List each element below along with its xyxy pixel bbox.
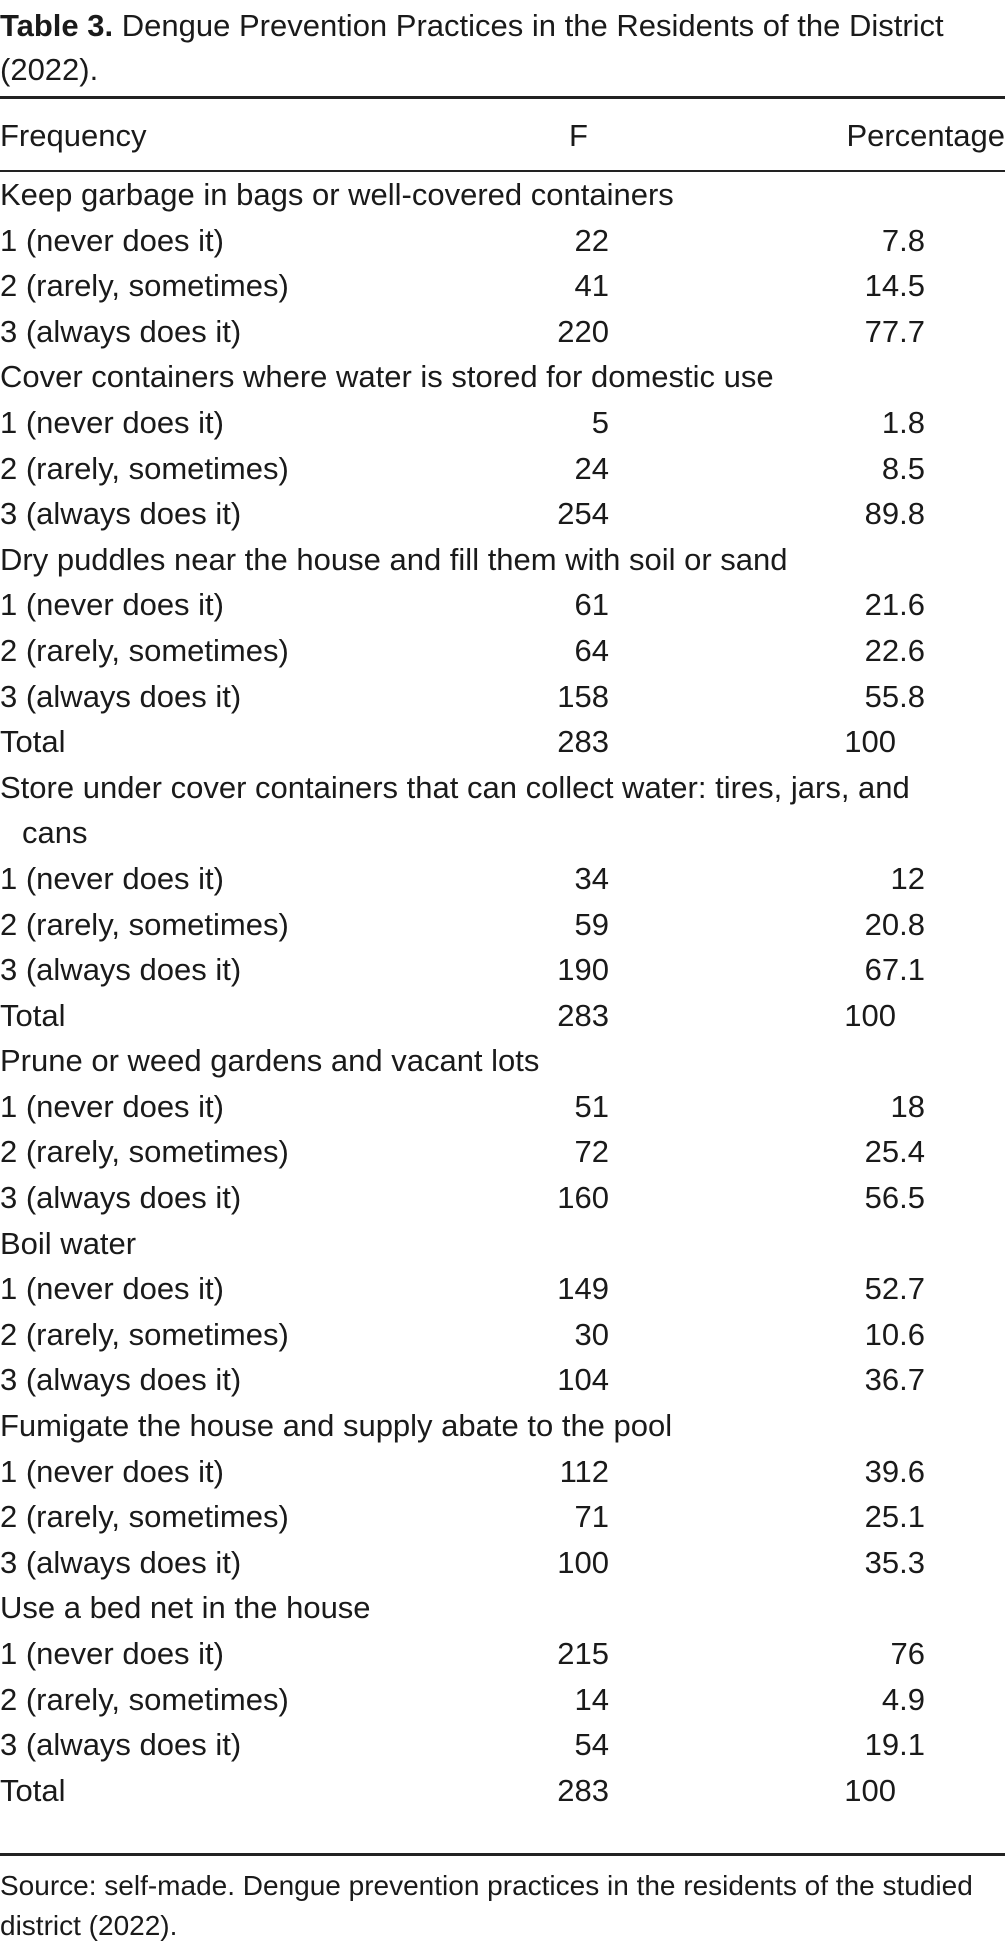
table-row (0, 263, 1005, 309)
frequency-value: 54 (574, 1727, 609, 1763)
category-label-text: Keep garbage in bags or well-covered containers (0, 177, 674, 212)
frequency-value: 51 (574, 1088, 609, 1124)
percentage-value: 76 (890, 1636, 925, 1671)
percentage-value: 20.8 (864, 906, 925, 942)
frequency-value: 22 (574, 222, 609, 258)
percentage-value: 22.6 (864, 632, 925, 668)
table-row (0, 1449, 1005, 1495)
category-label (0, 354, 1000, 400)
frequency-value: 34 (574, 860, 609, 896)
frequency-value: 71 (574, 1499, 609, 1535)
header-f: F (569, 118, 588, 153)
percentage-value: 18 (890, 1088, 925, 1124)
percentage-value: 100 (844, 1772, 896, 1808)
row-label: 3 (always does it) (0, 1544, 242, 1580)
percentage-value: 7.8 (881, 222, 925, 258)
frequency-value: 64 (574, 632, 609, 668)
table-row (0, 1494, 1005, 1540)
percentage-value: 8.5 (881, 450, 925, 486)
frequency-value: 24 (574, 450, 609, 486)
percentage-value: 1.8 (881, 404, 925, 440)
category-label (0, 1038, 1000, 1084)
frequency-value: 283 (557, 997, 609, 1033)
row-label: 1 (never does it) (0, 222, 224, 258)
category-label (0, 1221, 1000, 1267)
percentage-value: 12 (890, 860, 925, 896)
row-label: 2 (rarely, sometimes) (0, 1134, 289, 1170)
category-label (0, 1403, 1000, 1449)
table-row (0, 902, 1005, 948)
row-label: 1 (never does it) (0, 404, 224, 440)
frequency-value: 61 (574, 587, 609, 623)
percentage-value: 36.7 (864, 1362, 925, 1398)
percentage-value: 56.5 (864, 1180, 925, 1216)
header-frequency: Frequency (0, 118, 147, 153)
table-row (0, 1631, 1005, 1677)
table-row (0, 1266, 1005, 1312)
table-row (0, 582, 1005, 628)
total-label: Total (0, 724, 66, 760)
row-label: 1 (never does it) (0, 1271, 224, 1307)
table-row (0, 309, 1005, 355)
frequency-value: 160 (557, 1180, 609, 1216)
table-category-row (0, 1221, 1005, 1267)
table-row (0, 1312, 1005, 1358)
frequency-value: 72 (574, 1134, 609, 1170)
category-label-text: Fumigate the house and supply abate to the pool (0, 1408, 673, 1444)
table-category-row (0, 1403, 1005, 1449)
row-label: 2 (rarely, sometimes) (0, 268, 289, 304)
percentage-value: 35.3 (864, 1544, 925, 1580)
percentage-value: 14.5 (864, 268, 925, 304)
percentage-value: 67.1 (864, 952, 925, 988)
frequency-value: 190 (557, 952, 609, 988)
table-category-row (0, 765, 1005, 856)
percentage-value: 89.8 (864, 496, 925, 532)
table-row (0, 628, 1005, 674)
row-label: 1 (never does it) (0, 1088, 224, 1124)
total-label: Total (0, 997, 66, 1033)
frequency-value: 215 (557, 1636, 609, 1671)
table-category-row (0, 354, 1005, 400)
table-footnote: Source: self-made. Dengue prevention practices in the residents of the studied district (2022). (0, 1870, 973, 1941)
table-row (0, 491, 1005, 537)
total-label: Total (0, 1772, 66, 1808)
category-label (0, 765, 1000, 856)
category-label-text: Dry puddles near the house and fill them with soil or sand (0, 541, 788, 577)
row-label: 3 (always does it) (0, 1180, 242, 1216)
frequency-value: 14 (574, 1681, 609, 1717)
frequency-value: 283 (557, 1772, 609, 1808)
header-percentage: Percentage (846, 118, 1005, 153)
category-label (0, 537, 1000, 583)
row-label: 2 (rarely, sometimes) (0, 1316, 289, 1352)
table-total-row (0, 1768, 1005, 1814)
table-row (0, 1722, 1005, 1768)
row-label: 3 (always does it) (0, 496, 242, 532)
category-label-text: Store under cover containers that can collect water: tires, jars, and (0, 769, 910, 805)
table-row (0, 1677, 1005, 1723)
table-row (0, 218, 1005, 264)
category-label (0, 1585, 1000, 1631)
percentage-value: 77.7 (864, 313, 925, 349)
frequency-value: 100 (557, 1544, 609, 1580)
frequency-value: 254 (557, 496, 609, 532)
table-category-row (0, 172, 1005, 218)
frequency-value: 104 (557, 1362, 609, 1398)
frequency-value: 112 (559, 1453, 609, 1489)
row-label: 3 (always does it) (0, 952, 242, 988)
table-row (0, 446, 1005, 492)
frequency-value: 5 (591, 404, 609, 440)
row-label: 3 (always does it) (0, 313, 242, 349)
table-caption (0, 4, 990, 92)
table-row (0, 1084, 1005, 1130)
row-label: 2 (rarely, sometimes) (0, 1499, 289, 1535)
category-label-text: Prune or weed gardens and vacant lots (0, 1043, 540, 1079)
category-label (0, 172, 1000, 218)
frequency-value: 158 (557, 678, 609, 714)
frequency-value: 41 (574, 268, 609, 304)
frequency-value: 220 (557, 313, 609, 349)
row-label: 2 (rarely, sometimes) (0, 632, 289, 668)
percentage-value: 21.6 (864, 587, 925, 623)
table-header-row (0, 99, 1005, 170)
percentage-value: 100 (844, 724, 896, 760)
percentage-value: 100 (844, 997, 896, 1033)
table-row (0, 674, 1005, 720)
table-row (0, 1540, 1005, 1586)
row-label: 1 (never does it) (0, 587, 224, 623)
table-bottom-rule (0, 1853, 1005, 1856)
table-caption-label: Table 3. (0, 8, 114, 43)
percentage-value: 10.6 (864, 1316, 925, 1352)
table-category-row (0, 1038, 1005, 1084)
category-label-continuation: cans (22, 815, 88, 851)
percentage-value: 55.8 (864, 678, 925, 714)
row-label: 1 (never does it) (0, 1453, 224, 1489)
row-label: 2 (rarely, sometimes) (0, 1681, 289, 1717)
row-label: 3 (always does it) (0, 678, 242, 714)
frequency-value: 59 (574, 906, 609, 942)
row-label: 2 (rarely, sometimes) (0, 906, 289, 942)
table-row (0, 1175, 1005, 1221)
row-label: 3 (always does it) (0, 1362, 242, 1398)
table-row (0, 400, 1005, 446)
percentage-value: 19.1 (864, 1727, 925, 1763)
frequency-value: 283 (557, 724, 609, 760)
percentage-value: 39.6 (864, 1453, 925, 1489)
table-body (0, 172, 1005, 1813)
percentage-value: 4.9 (881, 1681, 925, 1717)
table-total-row (0, 719, 1005, 765)
row-label: 1 (never does it) (0, 860, 224, 896)
table-category-row (0, 537, 1005, 583)
row-label: 1 (never does it) (0, 1636, 224, 1671)
table-category-row (0, 1585, 1005, 1631)
table-row (0, 856, 1005, 902)
row-label: 3 (always does it) (0, 1727, 242, 1763)
table-caption-title: Dengue Prevention Practices in the Residents of the District (2022). (0, 8, 944, 87)
category-label-text: Boil water (0, 1225, 137, 1261)
frequency-value: 149 (557, 1271, 609, 1307)
percentage-value: 25.1 (864, 1499, 925, 1535)
table-row (0, 1357, 1005, 1403)
category-label-text: Use a bed net in the house (0, 1590, 371, 1626)
percentage-value: 25.4 (864, 1134, 925, 1170)
category-label-text: Cover containers where water is stored for domestic use (0, 359, 774, 395)
frequency-value: 30 (574, 1316, 609, 1352)
table-total-row (0, 993, 1005, 1039)
row-label: 2 (rarely, sometimes) (0, 450, 289, 486)
percentage-value: 52.7 (864, 1271, 925, 1307)
table-row (0, 1129, 1005, 1175)
table-row (0, 947, 1005, 993)
